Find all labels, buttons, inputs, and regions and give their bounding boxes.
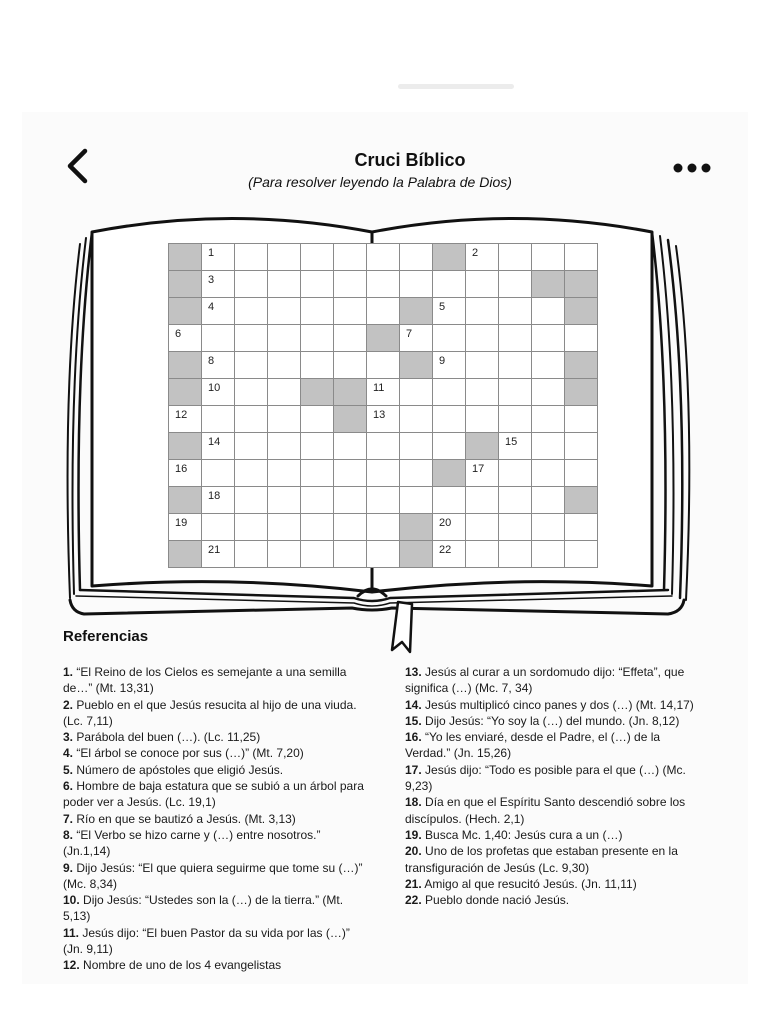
clue-item-text: Jesús al curar a un sordomudo dijo: “Effeta”, que significa (…) (Mc. 7, 34) — [405, 665, 685, 696]
clue-item-text: Pueblo donde nació Jesús. — [421, 893, 570, 908]
clue-item — [63, 745, 368, 761]
crossword-cell[interactable] — [499, 298, 532, 325]
blocked-cell — [169, 244, 202, 271]
clue-item — [405, 762, 697, 795]
crossword-cell[interactable] — [202, 298, 235, 325]
crossword-cell[interactable] — [466, 244, 499, 271]
crossword-cell[interactable] — [334, 514, 367, 541]
crossword-cell[interactable] — [268, 298, 301, 325]
crossword-cell[interactable] — [301, 460, 334, 487]
clue-number: 2 — [472, 247, 479, 259]
crossword-cell[interactable] — [466, 487, 499, 514]
clue-number: 14 — [208, 436, 221, 448]
crossword-cell[interactable] — [235, 406, 268, 433]
crossword-cell[interactable] — [235, 460, 268, 487]
crossword-cell[interactable] — [301, 487, 334, 514]
crossword-cell[interactable] — [433, 406, 466, 433]
crossword-cell[interactable] — [268, 325, 301, 352]
crossword-cell[interactable] — [367, 379, 400, 406]
crossword-cell[interactable] — [301, 433, 334, 460]
crossword-cell[interactable] — [532, 379, 565, 406]
crossword-cell[interactable] — [301, 244, 334, 271]
clue-item-number: 2. — [63, 697, 74, 712]
crossword-cell[interactable] — [400, 379, 433, 406]
clue-number: 9 — [439, 355, 446, 367]
clue-item-number: 21. — [405, 876, 422, 891]
crossword-cell[interactable] — [565, 325, 598, 352]
crossword-cell[interactable] — [532, 352, 565, 379]
crossword-cell[interactable] — [268, 514, 301, 541]
clue-number: 15 — [505, 436, 518, 448]
clue-number: 12 — [175, 409, 188, 421]
clues-column-right — [405, 664, 697, 908]
crossword-cell[interactable] — [400, 271, 433, 298]
crossword-cell[interactable] — [565, 514, 598, 541]
crossword-cell[interactable] — [433, 298, 466, 325]
blocked-cell — [565, 352, 598, 379]
crossword-cell[interactable] — [400, 244, 433, 271]
crossword-cell[interactable] — [433, 352, 466, 379]
crossword-cell[interactable] — [268, 244, 301, 271]
crossword-cell[interactable] — [532, 433, 565, 460]
clue-item-number: 13. — [405, 665, 422, 679]
blocked-cell — [433, 460, 466, 487]
crossword-cell[interactable] — [268, 271, 301, 298]
clue-item-number: 15. — [405, 713, 422, 728]
clue-item-number: 11. — [63, 925, 80, 940]
crossword-cell[interactable] — [268, 487, 301, 514]
clue-item-number: 1. — [63, 665, 74, 679]
clue-number: 5 — [439, 301, 446, 313]
crossword-cell[interactable] — [565, 541, 598, 568]
crossword-cell[interactable] — [466, 514, 499, 541]
clue-number: 18 — [208, 490, 221, 502]
clue-item — [405, 664, 697, 697]
clue-number: 21 — [208, 544, 221, 556]
crossword-cell[interactable] — [367, 406, 400, 433]
crossword-cell[interactable] — [466, 460, 499, 487]
clue-item-number: 9. — [63, 860, 74, 875]
blocked-cell — [367, 325, 400, 352]
crossword-cell[interactable] — [565, 244, 598, 271]
crossword-cell[interactable] — [235, 541, 268, 568]
clue-item — [63, 729, 368, 745]
crossword-cell[interactable] — [301, 406, 334, 433]
clue-item — [405, 794, 697, 827]
crossword-cell[interactable] — [367, 352, 400, 379]
clue-item-text: Hombre de baja estatura que se subió a un árbol para poder ver a Jesús. (Lc. 19,1) — [63, 779, 364, 810]
crossword-cell[interactable] — [532, 514, 565, 541]
clue-item — [63, 778, 368, 811]
crossword-cell[interactable] — [367, 487, 400, 514]
clue-number: 11 — [373, 382, 385, 394]
crossword-grid — [168, 243, 598, 568]
clue-item — [63, 827, 368, 860]
clue-item — [63, 697, 368, 730]
crossword-cell[interactable] — [334, 244, 367, 271]
crossword-cell[interactable] — [400, 487, 433, 514]
crossword-cell[interactable] — [202, 352, 235, 379]
page-title: Cruci Bíblico — [354, 150, 466, 170]
blocked-cell — [169, 379, 202, 406]
crossword-cell[interactable] — [334, 460, 367, 487]
clue-item-text: Día en que el Espíritu Santo descendió sobre los discípulos. (Hech. 2,1) — [405, 795, 686, 826]
crossword-cell[interactable] — [301, 352, 334, 379]
crossword-cell[interactable] — [433, 487, 466, 514]
crossword-cell[interactable] — [532, 406, 565, 433]
crossword-cell[interactable] — [532, 487, 565, 514]
blocked-cell — [400, 352, 433, 379]
crossword-cell[interactable] — [367, 244, 400, 271]
clue-number: 22 — [439, 544, 452, 556]
crossword-cell[interactable] — [235, 352, 268, 379]
clue-item-number: 16. — [405, 730, 422, 745]
clue-item-number: 4. — [63, 746, 74, 761]
blocked-cell — [400, 514, 433, 541]
clue-item-text: Amigo al que resucitó Jesús. (Jn. 11,11) — [421, 876, 637, 891]
blocked-cell — [169, 271, 202, 298]
clue-item — [405, 876, 697, 892]
page-subtitle: (Para resolver leyendo la Palabra de Dios) — [248, 174, 512, 190]
blocked-cell — [169, 298, 202, 325]
blocked-cell — [169, 352, 202, 379]
crossword-cell[interactable] — [532, 460, 565, 487]
clue-item-text: Número de apóstoles que eligió Jesús. — [73, 762, 284, 777]
clue-number: 16 — [175, 463, 188, 475]
crossword-cell[interactable] — [400, 433, 433, 460]
clue-item-text: Nombre de uno de los 4 evangelistas — [79, 958, 282, 973]
crossword-cell[interactable] — [433, 514, 466, 541]
crossword-cell[interactable] — [499, 325, 532, 352]
crossword-cell[interactable] — [268, 460, 301, 487]
clue-item — [63, 957, 368, 973]
clue-item-text: “El Verbo se hizo carne y (…) entre nosotros.” (Jn.1,14) — [63, 827, 321, 859]
blocked-cell — [565, 271, 598, 298]
clue-number: 1 — [208, 247, 215, 259]
clue-item-number: 18. — [405, 795, 422, 810]
clue-item-text: “El Reino de los Cielos es semejante a una semilla de…” (Mt. 13,31) — [63, 665, 347, 696]
clue-item-number: 7. — [63, 811, 74, 826]
crossword-cell[interactable] — [202, 244, 235, 271]
clue-number: 20 — [439, 517, 452, 529]
clue-item-number: 6. — [63, 779, 74, 794]
crossword-cell[interactable] — [466, 379, 499, 406]
crossword-cell[interactable] — [202, 271, 235, 298]
crossword-cell[interactable] — [466, 352, 499, 379]
crossword-cell[interactable] — [235, 271, 268, 298]
clue-number: 19 — [175, 517, 188, 529]
crossword-cell[interactable] — [301, 325, 334, 352]
crossword-cell[interactable] — [532, 244, 565, 271]
crossword-cell[interactable] — [301, 271, 334, 298]
clue-item — [405, 697, 697, 713]
clue-item-number: 17. — [405, 762, 422, 777]
clue-item-number: 14. — [405, 697, 422, 712]
clues-column-left — [63, 664, 368, 974]
crossword-cell[interactable] — [334, 325, 367, 352]
crossword-cell[interactable] — [202, 541, 235, 568]
crossword-cell[interactable] — [532, 541, 565, 568]
clue-item-number: 19. — [405, 827, 422, 842]
crossword-cell[interactable] — [235, 487, 268, 514]
clue-number: 4 — [208, 301, 215, 313]
crossword-cell[interactable] — [235, 244, 268, 271]
blocked-cell — [532, 271, 565, 298]
blocked-cell — [466, 433, 499, 460]
crossword-cell[interactable] — [268, 541, 301, 568]
references-title: Referencias — [63, 628, 149, 645]
blocked-cell — [334, 406, 367, 433]
clue-item-number: 20. — [405, 844, 422, 859]
crossword-cell[interactable] — [433, 325, 466, 352]
crossword-cell[interactable] — [334, 541, 367, 568]
crossword-cell[interactable] — [301, 298, 334, 325]
crossword-cell[interactable] — [334, 433, 367, 460]
crossword-cell[interactable] — [268, 406, 301, 433]
crossword-cell[interactable] — [433, 541, 466, 568]
crossword-cell[interactable] — [235, 325, 268, 352]
blocked-cell — [301, 379, 334, 406]
crossword-cell[interactable] — [268, 379, 301, 406]
clue-number: 13 — [373, 409, 386, 421]
clue-item-text: Parábola del buen (…). (Lc. 11,25) — [73, 730, 261, 745]
clue-item-number: 5. — [63, 762, 74, 777]
clue-item — [63, 860, 368, 893]
clue-item — [405, 827, 697, 843]
clue-item — [63, 664, 368, 697]
crossword-cell[interactable] — [202, 433, 235, 460]
crossword-cell[interactable] — [301, 541, 334, 568]
crossword-cell[interactable] — [169, 514, 202, 541]
clue-item — [63, 811, 368, 827]
crossword-cell[interactable] — [235, 433, 268, 460]
crossword-cell[interactable] — [499, 271, 532, 298]
clue-item-text: Dijo Jesús: “Yo soy la (…) del mundo. (Jn. 8,12) — [421, 713, 680, 728]
clue-item-text: Jesús dijo: “El buen Pastor da su vida por las (…)” (Jn. 9,11) — [63, 925, 350, 957]
clue-item — [405, 843, 697, 876]
crossword-cell[interactable] — [202, 379, 235, 406]
clue-item-text: Pueblo en el que Jesús resucita al hijo de una viuda. (Lc. 7,11) — [63, 697, 357, 728]
crossword-cell[interactable] — [466, 325, 499, 352]
blocked-cell — [334, 379, 367, 406]
crossword-cell[interactable] — [334, 298, 367, 325]
blocked-cell — [565, 298, 598, 325]
crossword-cell[interactable] — [499, 406, 532, 433]
clue-item-text: Jesús dijo: “Todo es posible para el que (…) (Mc. 9,23) — [405, 762, 686, 794]
clue-number: 3 — [208, 274, 215, 286]
crossword-cell[interactable] — [499, 514, 532, 541]
blocked-cell — [565, 487, 598, 514]
blocked-cell — [400, 298, 433, 325]
crossword-cell[interactable] — [235, 514, 268, 541]
crossword-cell[interactable] — [301, 514, 334, 541]
crossword-cell[interactable] — [400, 325, 433, 352]
crossword-cell[interactable] — [499, 487, 532, 514]
crossword-cell[interactable] — [499, 433, 532, 460]
crossword-cell[interactable] — [499, 244, 532, 271]
crossword-cell[interactable] — [169, 406, 202, 433]
clue-item-number: 8. — [63, 827, 74, 842]
crossword-cell[interactable] — [565, 406, 598, 433]
crossword-cell[interactable] — [499, 352, 532, 379]
blocked-cell — [169, 541, 202, 568]
clue-item — [405, 729, 697, 762]
clue-number: 17 — [472, 463, 485, 475]
clue-item-number: 3. — [63, 730, 74, 745]
clue-item-number: 12. — [63, 958, 80, 973]
blocked-cell — [400, 541, 433, 568]
crossword-cell[interactable] — [169, 460, 202, 487]
crossword-cell[interactable] — [400, 460, 433, 487]
clue-number: 6 — [175, 328, 182, 340]
crossword-cell[interactable] — [235, 379, 268, 406]
clue-item-text: Dijo Jesús: “Ustedes son la (…) de la tierra.” (Mt. 5,13) — [63, 893, 344, 924]
crossword-cell[interactable] — [433, 271, 466, 298]
clue-item — [63, 762, 368, 778]
crossword-cell[interactable] — [202, 460, 235, 487]
crossword-cell[interactable] — [367, 298, 400, 325]
clue-item-text: Río en que se bautizó a Jesús. (Mt. 3,13) — [73, 811, 296, 826]
crossword-cell[interactable] — [499, 541, 532, 568]
blocked-cell — [433, 244, 466, 271]
crossword-cell[interactable] — [466, 298, 499, 325]
crossword-cell[interactable] — [202, 514, 235, 541]
crossword-cell[interactable] — [334, 352, 367, 379]
clue-number: 8 — [208, 355, 215, 367]
crossword-cell[interactable] — [367, 433, 400, 460]
crossword-cell[interactable] — [433, 379, 466, 406]
crossword-cell[interactable] — [334, 271, 367, 298]
crossword-cell[interactable] — [202, 325, 235, 352]
clue-item-text: “El árbol se conoce por sus (…)” (Mt. 7,20) — [73, 746, 304, 761]
clue-item-text: “Yo les enviaré, desde el Padre, el (…) de la Verdad.” (Jn. 15,26) — [405, 730, 661, 761]
clue-item-text: Uno de los profetas que estaban presente en la transfiguración de Jesús (Lc. 9,30) — [405, 844, 678, 875]
crossword-cell[interactable] — [565, 460, 598, 487]
clue-item — [405, 892, 697, 908]
crossword-cell[interactable] — [367, 514, 400, 541]
crossword-cell[interactable] — [235, 298, 268, 325]
clue-item — [63, 892, 368, 925]
blocked-cell — [565, 379, 598, 406]
clue-number: 10 — [208, 382, 221, 394]
crossword-cell[interactable] — [268, 433, 301, 460]
clue-item-text: Jesús multiplicó cinco panes y dos (…) (Mt. 14,17) — [421, 697, 694, 712]
blocked-cell — [169, 433, 202, 460]
crossword-cell[interactable] — [499, 460, 532, 487]
crossword-cell[interactable] — [367, 460, 400, 487]
clue-item-number: 10. — [63, 893, 80, 908]
crossword-cell[interactable] — [367, 271, 400, 298]
clue-item-number: 22. — [405, 893, 422, 908]
crossword-cell[interactable] — [532, 298, 565, 325]
crossword-cell[interactable] — [466, 541, 499, 568]
crossword-cell[interactable] — [169, 325, 202, 352]
clue-item — [63, 925, 368, 958]
crossword-cell[interactable] — [499, 379, 532, 406]
crossword-cell[interactable] — [202, 487, 235, 514]
crossword-cell[interactable] — [334, 487, 367, 514]
crossword-cell[interactable] — [268, 352, 301, 379]
crossword-cell[interactable] — [532, 325, 565, 352]
crossword-cell[interactable] — [565, 433, 598, 460]
crossword-cell[interactable] — [466, 406, 499, 433]
crossword-cell[interactable] — [400, 406, 433, 433]
crossword-cell[interactable] — [433, 433, 466, 460]
clue-number: 7 — [406, 328, 413, 340]
blocked-cell — [169, 487, 202, 514]
clue-item-text: Dijo Jesús: “El que quiera seguirme que tome su (…)” (Mc. 8,34) — [63, 860, 363, 891]
clue-item-text: Busca Mc. 1,40: Jesús cura a un (…) — [421, 827, 623, 842]
crossword-cell[interactable] — [367, 541, 400, 568]
crossword-cell[interactable] — [202, 406, 235, 433]
clue-item — [405, 713, 697, 729]
crossword-cell[interactable] — [466, 271, 499, 298]
